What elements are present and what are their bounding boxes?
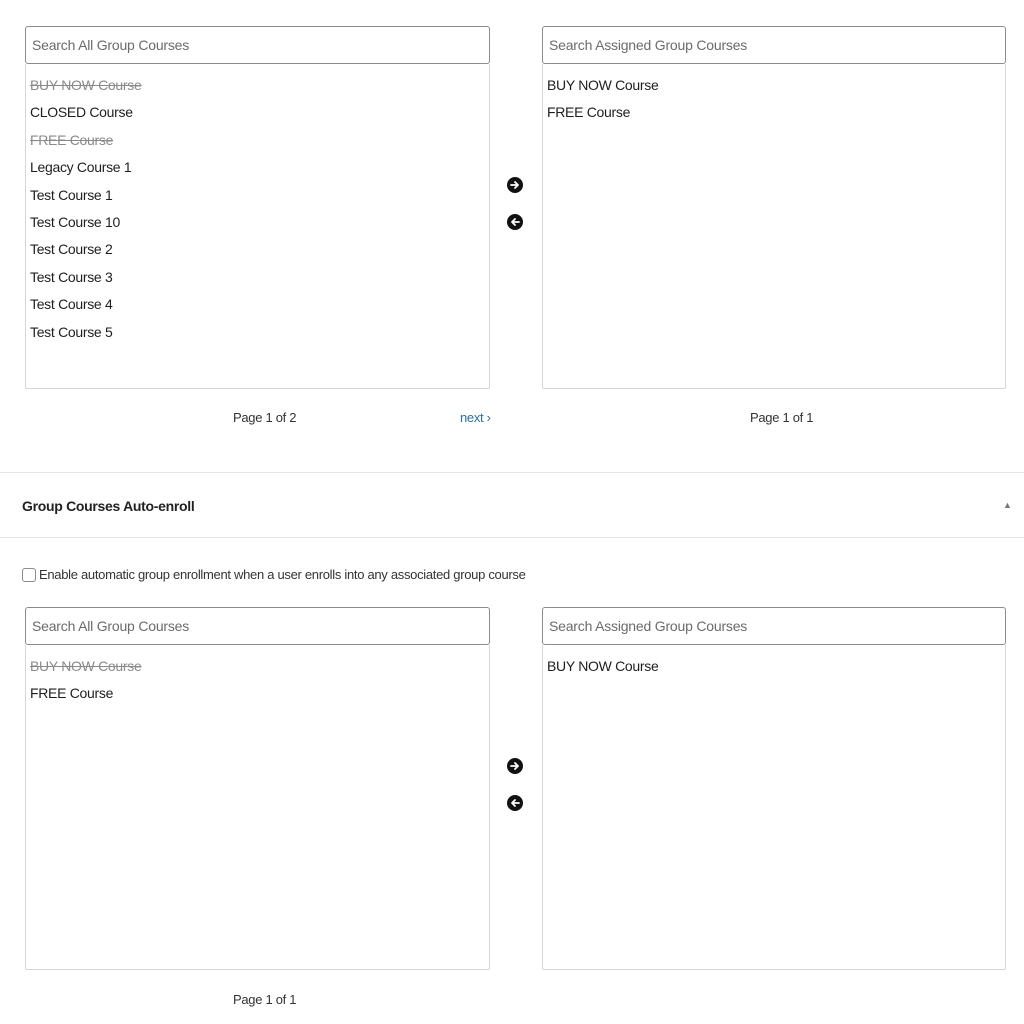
list-item[interactable]: BUY NOW Course	[30, 77, 142, 93]
arrow-right-icon	[510, 761, 520, 771]
all-courses-list[interactable]	[25, 64, 490, 389]
add-course-button[interactable]	[507, 758, 523, 774]
search-placeholder: Search All Group Courses	[32, 37, 190, 53]
section-title: Group Courses Auto-enroll	[22, 498, 195, 514]
auto-enroll-checkbox-label: Enable automatic group enrollment when a user enrolls into any associated group course	[39, 567, 526, 582]
left-pager: Page 1 of 1	[233, 992, 297, 1007]
collapse-caret-icon[interactable]: ▲	[1003, 500, 1012, 510]
remove-course-button[interactable]	[507, 214, 523, 230]
add-course-button[interactable]	[507, 177, 523, 193]
auto-enroll-checkbox[interactable]	[22, 568, 36, 582]
list-item[interactable]: Test Course 5	[30, 323, 113, 340]
left-pager: Page 1 of 2	[233, 410, 297, 425]
search-assigned-group-courses-input[interactable]	[542, 26, 1006, 64]
section-divider	[0, 472, 1024, 473]
list-item[interactable]: Test Course 10	[30, 213, 120, 230]
list-item[interactable]: FREE Course	[30, 131, 114, 148]
list-item[interactable]: Test Course 3	[30, 268, 113, 285]
list-item[interactable]: BUY NOW Course	[30, 658, 142, 674]
all-courses-list[interactable]	[25, 645, 490, 970]
list-item[interactable]: CLOSED Course	[30, 104, 133, 121]
remove-course-button[interactable]	[507, 795, 523, 811]
search-placeholder: Search Assigned Group Courses	[549, 37, 748, 53]
search-assigned-group-courses-input[interactable]	[542, 607, 1006, 645]
list-item[interactable]: Test Course 2	[30, 241, 113, 258]
arrow-left-icon	[510, 217, 520, 227]
list-item[interactable]: BUY NOW Course	[547, 77, 659, 93]
list-item[interactable]: FREE Course	[547, 104, 631, 121]
assigned-courses-list[interactable]	[542, 645, 1006, 970]
arrow-left-icon	[510, 798, 520, 808]
list-item[interactable]: Legacy Course 1	[30, 159, 132, 176]
right-pager: Page 1 of 1	[750, 410, 814, 425]
search-all-group-courses-input[interactable]	[25, 26, 490, 64]
assigned-courses-list[interactable]	[542, 64, 1006, 389]
search-placeholder: Search Assigned Group Courses	[549, 618, 748, 634]
list-item[interactable]: FREE Course	[30, 685, 114, 702]
list-item[interactable]: BUY NOW Course	[547, 658, 659, 674]
list-item[interactable]: Test Course 1	[30, 186, 113, 203]
search-placeholder: Search All Group Courses	[32, 618, 190, 634]
search-all-group-courses-input[interactable]	[25, 607, 490, 645]
section-divider	[0, 537, 1024, 538]
list-item[interactable]: Test Course 4	[30, 296, 113, 313]
arrow-right-icon	[510, 180, 520, 190]
next-page-link[interactable]: next ›	[460, 410, 491, 425]
